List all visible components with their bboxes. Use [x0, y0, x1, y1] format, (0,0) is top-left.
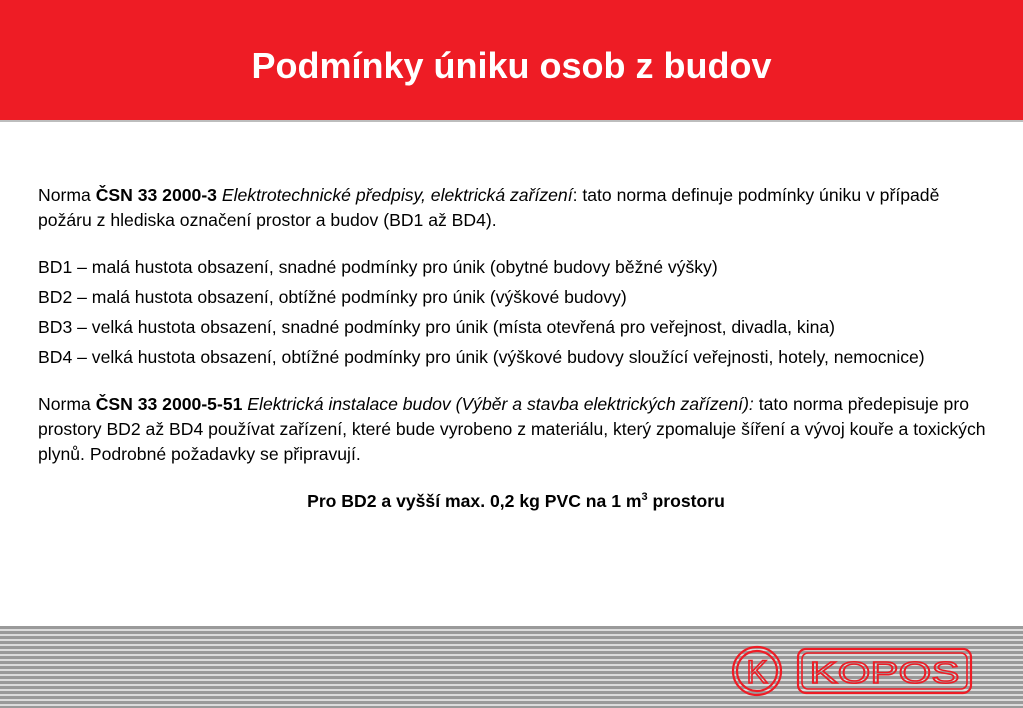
norm-paragraph-2	[38, 392, 994, 467]
logo-wordmark: KOPOS	[809, 655, 960, 690]
summary-end: prostoru	[647, 491, 725, 511]
summary-superscript: 3	[641, 491, 648, 504]
page-title: Podmínky úniku osob z budov	[251, 45, 772, 86]
norm-description: : tato norma definuje podmínky úniku v případě požáru z hlediska označení prostor a budov (BD1 až BD4).	[38, 185, 940, 230]
list-item: BD3 – velká hustota obsazení, snadné podmínky pro únik (místa otevřená pro veřejnost, divadla, kina)	[38, 317, 836, 337]
norm-prefix: Norma	[38, 394, 96, 414]
kopos-logo-graphic	[730, 643, 975, 699]
norm-code: ČSN 33 2000-3	[95, 185, 217, 205]
list-item: BD1 – malá hustota obsazení, snadné podmínky pro únik (obytné budovy běžné výšky)	[38, 257, 718, 277]
norm-name: Elektrická instalace budov (Výběr a stavba elektrických zařízení):	[242, 394, 754, 414]
norm-name: Elektrotechnické předpisy, elektrická zařízení	[216, 185, 573, 205]
header-banner	[0, 0, 1023, 122]
kopos-logo	[730, 643, 975, 699]
slide-content	[38, 183, 994, 514]
norm-code: ČSN 33 2000-5-51	[95, 394, 243, 414]
list-item: BD2 – malá hustota obsazení, obtížné podmínky pro únik (výškové budovy)	[38, 287, 627, 307]
norm-description: tato norma předepisuje pro prostory BD2 až BD4 používat zařízení, které bude vyrobeno z materiálu, který zpomaluje šíření a vývoj kouře a toxických plynů. Podrobné požadavky se připravují.	[38, 394, 986, 464]
logo-emblem-letter: K	[746, 654, 768, 690]
list-item: BD4 – velká hustota obsazení, obtížné podmínky pro únik (výškové budovy sloužící veřejnosti, hotely, nemocnice)	[38, 347, 925, 367]
summary-main: Pro BD2 a vyšší max. 0,2 kg PVC na 1 m	[307, 491, 642, 511]
norm-paragraph-1	[38, 183, 994, 233]
norm-prefix: Norma	[38, 185, 96, 205]
summary-statement	[38, 489, 994, 514]
